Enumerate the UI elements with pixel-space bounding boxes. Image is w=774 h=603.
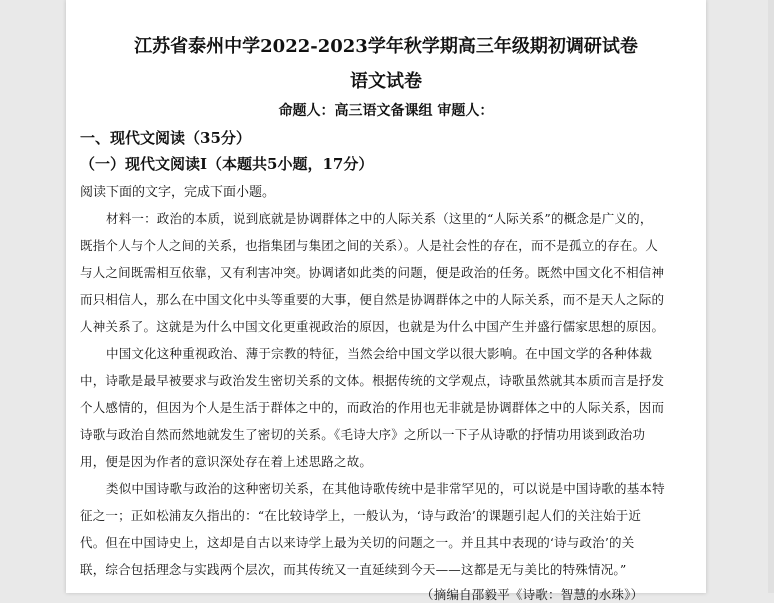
section-heading: 一、现代文阅读（35分） bbox=[80, 129, 251, 147]
paragraph-line: 用，便是因为作者的意识深处存在着上述思路之故。 bbox=[80, 454, 373, 469]
paragraph-line: 而只相信人，那么在中国文化中头等重要的大事，便自然是协调群体之中的人际关系，而不是天人之际的 bbox=[80, 292, 665, 307]
credits-line: 命题人：高三语文备课组 审题人： bbox=[278, 103, 494, 119]
paragraph-line: 征之一；正如松浦友久指出的：“在比较诗学上，一般认为，‘诗与政治’的课题引起人们的关注始于近 bbox=[80, 508, 642, 523]
instruction-text: 阅读下面的文字，完成下面小题。 bbox=[80, 185, 276, 200]
paragraph-line: 个人感情的，但因为个人是生活于群体之中的，而政治的作用也无非就是协调群体之中的人际关系，因而 bbox=[80, 400, 665, 415]
document-page bbox=[66, 0, 706, 602]
paragraph-line: 中，诗歌是最早被要求与政治发生密切关系的文体。根据传统的文学观点，诗歌虽然就其本质而言是抒发 bbox=[80, 373, 665, 388]
paragraph-line: 与人之间既需相互依靠，又有利害冲突。协调诸如此类的问题，便是政治的任务。既然中国文化不相信神 bbox=[80, 265, 665, 280]
subsection-heading: （一）现代文阅读Ⅰ（本题共5小题，17分） bbox=[80, 155, 374, 173]
paragraph-line: 联，综合包括理念与实践两个层次，而其传统又一直延续到今天——这都是无与美比的特殊情况。” bbox=[80, 562, 627, 577]
exam-title: 江苏省泰州中学2022-2023学年秋学期高三年级期初调研试卷 bbox=[134, 36, 638, 57]
scrollbar[interactable] bbox=[768, 0, 774, 593]
paragraph-line: 中国文化这种重视政治、薄于宗教的特征，当然会给中国文学以很大影响。在中国文学的各种体裁 bbox=[106, 346, 653, 361]
subject-title: 语文试卷 bbox=[350, 71, 422, 92]
paragraph-line: 代。但在中国诗史上，这却是自古以来诗学上最为关切的问题之一。并且其中表现的‘诗与政治’的关 bbox=[80, 535, 635, 550]
paragraph-line: 人神关系了。这就是为什么中国文化更重视政治的原因，也就是为什么中国产生并盛行儒家思想的原因。 bbox=[80, 319, 665, 334]
paragraph-line: 材料一：政治的本质，说到底就是协调群体之中的人际关系（这里的“人际关系”的概念是广义的， bbox=[106, 211, 653, 226]
paragraph-line: 类似中国诗歌与政治的这种密切关系，在其他诗歌传统中是非常罕见的，可以说是中国诗歌的基本特 bbox=[106, 481, 665, 496]
paragraph-line: 既指个人与个人之间的关系，也指集团与集团之间的关系）。人是社会性的存在，而不是孤立的存在。人 bbox=[80, 238, 658, 253]
paragraph-line: 诗歌与政治自然而然地就发生了密切的关系。《毛诗大序》之所以一下子从诗歌的抒情功用谈到政治功 bbox=[80, 427, 646, 442]
source-citation: （摘编自邵毅平《诗歌：智慧的水珠》） bbox=[421, 587, 644, 602]
